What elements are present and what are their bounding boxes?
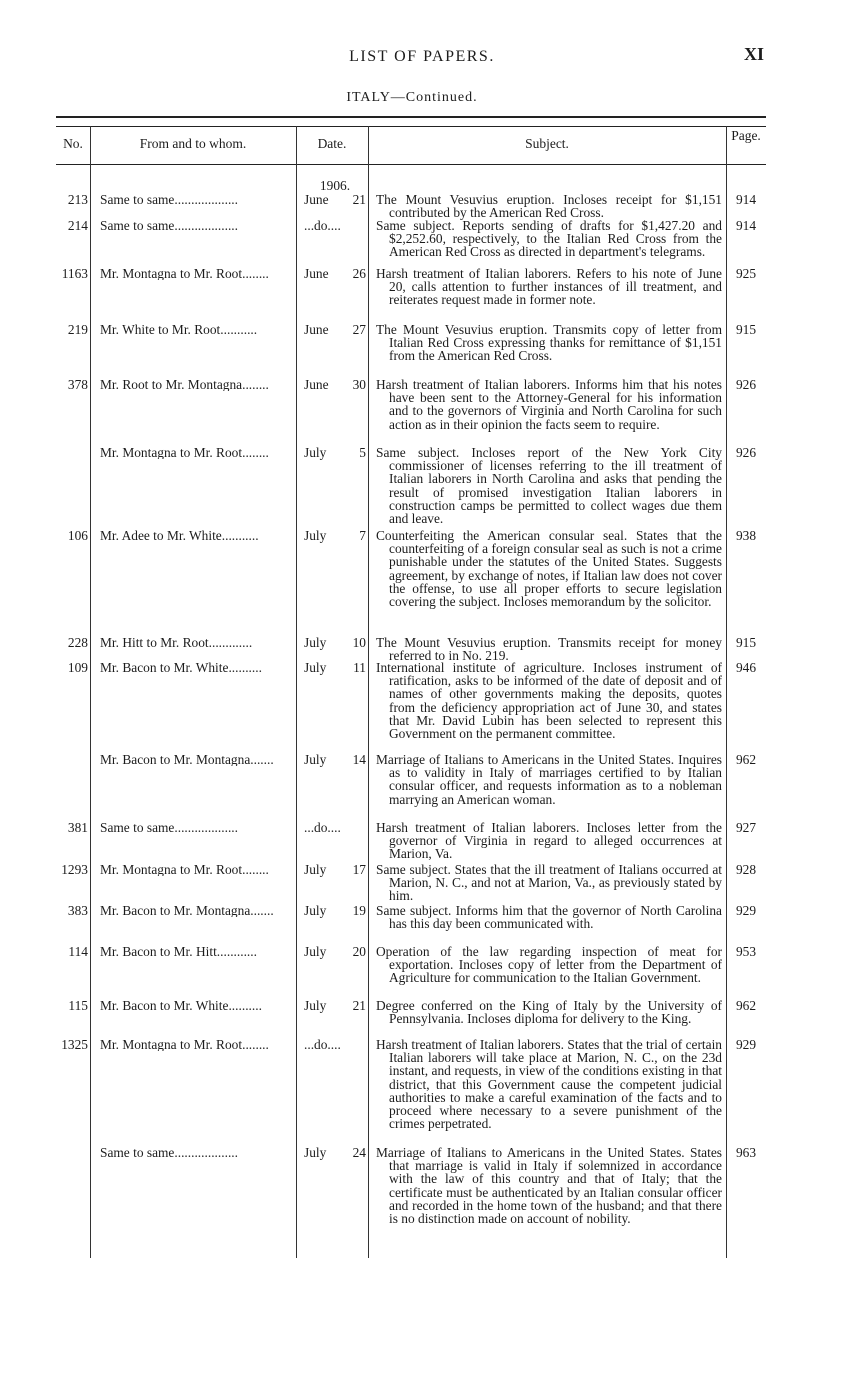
header-top-rule [56, 126, 766, 127]
leader-dots: ........ [242, 1038, 269, 1052]
date-month: June [304, 322, 329, 337]
row-subject [376, 446, 722, 525]
row-page: 953 [735, 944, 757, 959]
date-month: July [304, 528, 327, 543]
date-month: July [304, 752, 327, 767]
row-correspondents [100, 863, 298, 876]
row-date [304, 219, 366, 232]
row-date [304, 753, 366, 766]
row-subject [376, 529, 722, 608]
subject-text: Operation of the law regarding inspection of meat for exportation. Incloses copy of letter from the Department of Agriculture for communication to the Italian Government. [376, 944, 722, 986]
page-number: XI [744, 44, 765, 64]
subject-text: Degree conferred on the King of Italy by the University of Pennsylvania. Incloses diploma for delivery to the King. [376, 998, 722, 1027]
leader-dots: .......... [228, 661, 262, 675]
row-correspondents [100, 945, 298, 958]
correspondents-text: Mr. Hitt to Mr. Root [100, 636, 209, 650]
date-month: July [304, 660, 327, 675]
row-subject [376, 999, 722, 1025]
correspondents-text: Mr. Montagna to Mr. Root [100, 1038, 243, 1052]
date-day: 10 [352, 635, 366, 650]
column-divider [368, 126, 369, 1258]
row-page: 929 [735, 1037, 757, 1052]
row-correspondents [100, 529, 298, 542]
row-number: 378 [67, 377, 88, 392]
column-header-page: Page. [731, 128, 761, 143]
row-number: 213 [67, 192, 88, 207]
subject-text: Marriage of Italians to Americans in the United States. Inquires as to validity in Italy of marriages certified to by Italian consular officer, and requests information as to a nobleman marrying an American woman. [376, 752, 722, 807]
column-header-no: No. [63, 136, 83, 151]
date-day: 11 [353, 660, 366, 675]
date-day: 14 [352, 752, 366, 767]
row-number: 114 [68, 944, 88, 959]
leader-dots: ........... [221, 529, 259, 543]
row-page: 915 [735, 322, 757, 337]
leader-dots: ................... [174, 1146, 238, 1160]
correspondents-text: Mr. Bacon to Mr. Montagna. [100, 753, 254, 767]
row-subject [376, 1038, 722, 1130]
row-number: 381 [67, 820, 88, 835]
subject-text: Harsh treatment of Italian laborers. Incloses letter from the governor of Virginia in regard to alleged occurrences at Marion, Va. [376, 820, 722, 862]
row-number: 383 [67, 903, 88, 918]
date-month: July [304, 998, 327, 1013]
leader-dots: ........ [242, 267, 269, 281]
subject-text: The Mount Vesuvius eruption. Incloses receipt for $1,151 contributed by the American Red Cross. [376, 192, 722, 221]
leader-dots: ............. [208, 636, 253, 650]
date-month: June [304, 266, 329, 281]
leader-dots: ................... [174, 219, 238, 233]
row-number: 228 [67, 635, 88, 650]
row-correspondents [100, 219, 298, 232]
subject-text: Harsh treatment of Italian laborers. Informs him that his notes have been sent to the Attorney-General for his information and to the governors of Virginia and North Carolina for such action as in their opinion the facts seem to require. [376, 377, 722, 432]
page-title: LIST OF PAPERS. [349, 48, 495, 65]
date-month: July [304, 944, 327, 959]
row-date [304, 267, 366, 280]
row-page: 929 [735, 903, 757, 918]
subject-text: Harsh treatment of Italian laborers. Refers to his note of June 20, calls attention to further instances of ill treatment, and reiterates request made in former note. [376, 266, 722, 308]
correspondents-text: Same to same [100, 193, 175, 207]
row-subject [376, 219, 722, 259]
date-month: July [304, 862, 327, 877]
correspondents-text: Mr. White to Mr. Root [100, 323, 221, 337]
date-day: 21 [352, 192, 366, 207]
date-day: 19 [352, 903, 366, 918]
row-date [304, 323, 366, 336]
correspondents-text: Same to same [100, 1146, 175, 1160]
row-number: 106 [67, 528, 88, 543]
subject-text: Same subject. States that the ill treatment of Italians occurred at Marion, N. C., and not at Marion, Va., as previously stated by him. [376, 862, 722, 904]
date-day: 27 [352, 322, 366, 337]
column-divider [296, 126, 297, 1258]
row-page: 928 [735, 862, 757, 877]
correspondents-text: Mr. Root to Mr. Montagna [100, 378, 243, 392]
row-correspondents [100, 753, 298, 766]
row-date [304, 636, 366, 649]
row-date [304, 446, 366, 459]
header-bottom-rule [56, 164, 766, 165]
row-correspondents [100, 636, 298, 649]
row-page: 963 [735, 1145, 757, 1160]
row-number: 1293 [61, 862, 88, 877]
row-page: 946 [735, 660, 757, 675]
column-header-date: Date. [317, 136, 347, 151]
subject-text: Marriage of Italians to Americans in the United States. States that marriage is valid in Italy if solemnized in accordance with the law of this country and that of Italy; that the certificate must be authenticated by an Italian consular officer and recorded in the home town of the husband; and that there is no distinction made on account of nobility. [376, 1145, 722, 1227]
row-correspondents [100, 378, 298, 391]
row-correspondents [100, 999, 298, 1012]
row-date [304, 1146, 366, 1159]
leader-dots: ............ [216, 945, 257, 959]
date-day: 26 [352, 266, 366, 281]
row-page: 925 [735, 266, 757, 281]
subject-text: Same subject. Reports sending of drafts for $1,427.20 and $2,252.60, respectively, to the Italian Red Cross from the American Red Cross as directed in department's telegrams. [376, 218, 722, 260]
correspondents-text: Mr. Montagna to Mr. Root [100, 446, 243, 460]
row-subject [376, 661, 722, 740]
date-month: June [304, 377, 329, 392]
row-subject [376, 1146, 722, 1225]
row-number: 214 [67, 218, 88, 233]
leader-dots: ................... [174, 193, 238, 207]
date-day: 21 [352, 998, 366, 1013]
row-date [304, 821, 366, 834]
row-date [304, 904, 366, 917]
date-day: 24 [352, 1145, 366, 1160]
row-subject [376, 945, 722, 985]
row-subject [376, 378, 722, 431]
date-month: July [304, 635, 327, 650]
row-date [304, 945, 366, 958]
row-subject [376, 863, 722, 903]
row-page: 927 [735, 820, 757, 835]
row-correspondents [100, 904, 298, 917]
subject-text: International institute of agriculture. Incloses instrument of ratification, asks to be informed of the date of deposit and of names of other governments making the deposits, quotes from the deficiency appropriation act of June 30, and states that Mr. David Lubin has been selected to represent this Government on the permanent committee. [376, 660, 722, 742]
row-date [304, 863, 366, 876]
row-page: 938 [735, 528, 757, 543]
row-subject [376, 193, 722, 219]
date-month: July [304, 445, 327, 460]
row-number: 115 [68, 998, 88, 1013]
date-day: 5 [359, 445, 366, 460]
row-correspondents [100, 267, 298, 280]
correspondents-text: Same to same [100, 219, 175, 233]
row-page: 926 [735, 445, 757, 460]
row-correspondents [100, 323, 298, 336]
date-month: ...do.... [304, 1037, 341, 1052]
row-correspondents [100, 1038, 298, 1051]
row-subject [376, 636, 722, 662]
subject-text: The Mount Vesuvius eruption. Transmits receipt for money referred to in No. 219. [376, 635, 722, 664]
row-number: 219 [67, 322, 88, 337]
leader-dots: ........ [242, 863, 269, 877]
row-number: 1163 [61, 266, 88, 281]
row-correspondents [100, 193, 298, 206]
subject-text: Counterfeiting the American consular seal. States that the counterfeiting of a foreign consular seal as such is not a crime punishable under the statutes of the United States. Suggests agreement, by exchange of notes, if Italian law does not cover the offense, to use all proper efforts to secure legislation covering the subject. Incloses memorandum by the solicitor. [376, 528, 722, 610]
papers-table [56, 116, 766, 1258]
column-header-from: From and to whom. [139, 136, 247, 151]
date-month: July [304, 1145, 327, 1160]
section-heading: ITALY—Continued. [346, 90, 478, 105]
date-month: ...do.... [304, 820, 341, 835]
correspondents-text: Mr. Montagna to Mr. Root [100, 863, 243, 877]
correspondents-text: Mr. Bacon to Mr. White [100, 999, 229, 1013]
correspondents-text: Mr. Bacon to Mr. Montagna. [100, 904, 254, 918]
correspondents-text: Mr. Bacon to Mr. Hitt [100, 945, 217, 959]
row-correspondents [100, 821, 298, 834]
row-date [304, 999, 366, 1012]
subject-text: Same subject. Informs him that the governor of North Carolina has this day been communicated with. [376, 903, 722, 932]
row-page: 926 [735, 377, 757, 392]
row-subject [376, 267, 722, 307]
subject-text: Same subject. Incloses report of the New York City commissioner of licenses referring to the ill treatment of Italian laborers in North Carolina and asks that pending the result of promised investigation Italian laborers in construction camps be permitted to collect wages due them and leave. [376, 445, 722, 527]
column-divider [90, 126, 91, 1258]
date-day: 20 [352, 944, 366, 959]
subject-text: Harsh treatment of Italian laborers. States that the trial of certain Italian laborers will take place at Marion, N. C., on the 23d instant, and requests, in view of the conditions existing in that district, that this Government cause the competent judicial authorities to make a careful examination of the facts and to proceed where necessary to a severe punishment of the crimes perpetrated. [376, 1037, 722, 1132]
row-date [304, 193, 366, 206]
row-correspondents [100, 661, 298, 674]
row-date [304, 1038, 366, 1051]
date-month: June [304, 192, 329, 207]
date-month: ...do.... [304, 218, 341, 233]
correspondents-text: Mr. Montagna to Mr. Root [100, 267, 243, 281]
correspondents-text: Mr. Adee to Mr. White [100, 529, 222, 543]
row-date [304, 661, 366, 674]
subject-text: The Mount Vesuvius eruption. Transmits copy of letter from Italian Red Cross expressing thanks for remittance of $1,151 from the American Red Cross. [376, 322, 722, 364]
correspondents-text: Mr. Bacon to Mr. White [100, 661, 229, 675]
row-page: 914 [735, 218, 757, 233]
row-page: 915 [735, 635, 757, 650]
row-subject [376, 904, 722, 930]
row-page: 962 [735, 752, 757, 767]
table-top-rule [56, 116, 766, 118]
leader-dots: ...... [253, 904, 274, 918]
row-subject [376, 753, 722, 806]
column-header-subject: Subject. [525, 136, 569, 151]
column-divider [726, 126, 727, 1258]
row-number: 1325 [61, 1037, 88, 1052]
leader-dots: .......... [228, 999, 262, 1013]
correspondents-text: Same to same [100, 821, 175, 835]
row-correspondents [100, 446, 298, 459]
row-date [304, 529, 366, 542]
date-month: July [304, 903, 327, 918]
leader-dots: ........... [220, 323, 258, 337]
date-day: 7 [359, 528, 366, 543]
row-subject [376, 323, 722, 363]
row-subject [376, 821, 722, 861]
row-page: 914 [735, 192, 757, 207]
row-number: 109 [67, 660, 88, 675]
date-day: 17 [352, 862, 366, 877]
row-date [304, 378, 366, 391]
leader-dots: ...... [253, 753, 274, 767]
leader-dots: ........ [242, 378, 269, 392]
row-page: 962 [735, 998, 757, 1013]
date-day: 30 [352, 377, 366, 392]
leader-dots: ........ [242, 446, 269, 460]
year-label: 1906. [319, 178, 351, 193]
leader-dots: ................... [174, 821, 238, 835]
row-correspondents [100, 1146, 298, 1159]
